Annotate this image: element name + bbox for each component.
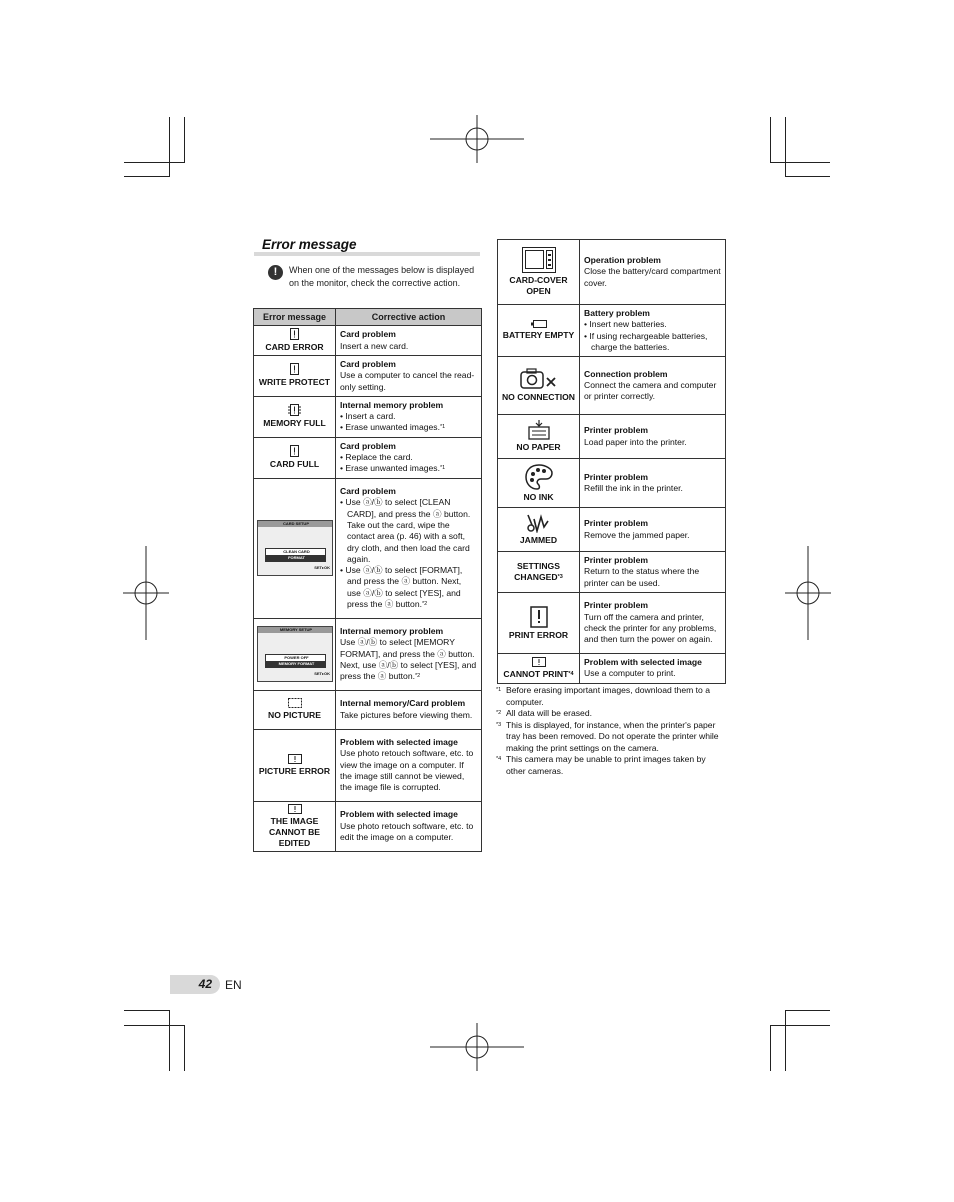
registration-mark [430,1023,524,1071]
corrective-action: Internal memory problem • Insert a card. • Erase unwanted images.$^{*1}$ [336,396,482,437]
crop-mark [770,1025,771,1071]
crop-mark [785,117,786,177]
memory-setup-screen: MEMORY SETUP POWER OFF MEMORY FORMAT SET▸OK [257,626,333,682]
table-row [498,357,726,415]
no-picture-icon [288,698,302,708]
error-label: MEMORY FULL [254,396,336,437]
corrective-action: Problem with selected image Use photo retouch software, etc. to view the image on a computer. If the image still cannot be viewed, the image file is corrupted. [336,729,482,801]
battery-empty-icon [531,320,547,328]
crop-mark [184,117,185,163]
footnote: *3 This is displayed, for instance, when the printer's paper tray has been removed. Do not operate the printer while making the print settings on the camera. [496,719,719,753]
corrective-action: Operation problem Close the battery/card compartment cover. [580,240,726,305]
error-label: NO PAPER [498,415,580,459]
crop-mark [169,1010,170,1071]
footnote: *1 Before erasing important images, download them to a computer. [496,685,710,707]
crop-mark [785,176,830,177]
corrective-action: Printer problem Load paper into the printer. [580,415,726,459]
card-setup-screen: CARD SETUP CLEAN CARD FORMAT SET▸OK [257,520,333,576]
caution-note-text: When one of the messages below is displayed on the monitor, check the corrective action. [289,265,475,288]
table-row [498,240,726,305]
caution-icon: ! [268,265,283,280]
crop-mark [770,1025,830,1026]
table-row [254,356,482,397]
error-screen-cell [254,478,336,618]
error-label: CARD ERROR [254,326,336,356]
crop-mark [169,117,170,177]
table-row [498,654,726,684]
error-label: PICTURE ERROR [254,729,336,801]
paper-jam-icon [527,513,551,533]
error-table-left [253,308,482,852]
print-error-icon [530,606,548,628]
table-row [254,729,482,801]
table-row [498,552,726,593]
page-number: 42 [170,975,220,994]
corrective-action: Problem with selected image Use a computer to print. [580,654,726,684]
corrective-action: Internal memory/Card problem Take pictures before viewing them. [336,690,482,729]
error-label: WRITE PROTECT [254,356,336,397]
footnotes [496,685,726,777]
table-row [254,396,482,437]
footnote: *4 This camera may be unable to print images taken by other cameras. [496,754,706,776]
error-label: PRINT ERROR [498,593,580,654]
corrective-action: Internal memory problem Use ⓐ/ⓑ to select [MEMORY FORMAT], and press the ⓐ button. Next, use ⓐ/ⓑ to select [YES], and press the ⓐ button.$^{*2}$ [336,618,482,690]
crop-mark [124,1010,170,1011]
section-title: Error message [254,236,480,256]
table-row [254,437,482,478]
registration-mark [430,115,524,163]
crop-mark [770,117,771,163]
table-header-row [254,309,482,326]
crop-mark [124,176,170,177]
corrective-action: Problem with selected image Use photo retouch software, etc. to edit the image on a computer. [336,801,482,851]
error-label: NO PICTURE [254,690,336,729]
error-label: CARD FULL [254,437,336,478]
corrective-action: Printer problem Remove the jammed paper. [580,508,726,552]
card-cover-open-icon [522,247,556,273]
error-table-right [497,239,726,684]
page-language: EN [225,978,242,992]
corrective-action: Card problem Use a computer to cancel the read-only setting. [336,356,482,397]
table-row [498,593,726,654]
card-warning-icon [290,363,299,375]
footnote: *2 All data will be erased. [496,708,592,718]
no-paper-icon [528,420,550,440]
table-row [254,478,482,618]
corrective-action: Card problem Insert a new card. [336,326,482,356]
error-screen-cell [254,618,336,690]
corrective-action: Printer problem Refill the ink in the printer. [580,459,726,508]
error-label: CARD-COVER OPEN [498,240,580,305]
registration-mark [785,546,831,640]
table-row [254,801,482,851]
header-error-message: Error message [254,309,336,326]
corrective-action: Card problem • Replace the card. • Erase unwanted images.$^{*1}$ [336,437,482,478]
picture-warning-icon [532,657,546,667]
internal-memory-warning-icon [288,404,301,416]
header-corrective-action: Corrective action [336,309,482,326]
no-connection-icon [520,368,558,390]
no-ink-icon [525,464,553,490]
table-row [498,305,726,357]
table-row [254,618,482,690]
corrective-action: Battery problem • Insert new batteries. • If using rechargeable batteries, charge the batteries. [580,305,726,357]
card-warning-icon [290,445,299,457]
crop-mark [770,162,830,163]
error-label: JAMMED [498,508,580,552]
corrective-action: Card problem • Use ⓐ/ⓑ to select [CLEAN CARD], and press the ⓐ button. Take out the card, wipe the contact area (p. 46) with a soft, dry cloth, and then load the card again. • Use ⓐ/ⓑ to select [FORMAT], and press the ⓐ button. Next, use ⓐ/ⓑ to select [YES], and press the ⓐ button.$^{*2}$ [336,478,482,618]
error-label: THE IMAGE CANNOT BE EDITED [254,801,336,851]
table-row [254,690,482,729]
error-label: NO CONNECTION [498,357,580,415]
error-label: NO INK [498,459,580,508]
error-label: BATTERY EMPTY [498,305,580,357]
picture-warning-icon [288,804,302,814]
caution-note [268,264,478,289]
table-row [498,415,726,459]
crop-mark [785,1010,830,1011]
crop-mark [184,1025,185,1071]
registration-mark [123,546,169,640]
picture-warning-icon [288,754,302,764]
corrective-action: Printer problem Turn off the camera and printer, check the printer for any problems, and then turn the power on again. [580,593,726,654]
error-label: SETTINGS CHANGED$^{*3}$ [498,552,580,593]
table-row [498,508,726,552]
crop-mark [785,1010,786,1071]
crop-mark [124,1025,184,1026]
crop-mark [124,162,184,163]
card-warning-icon [290,328,299,340]
corrective-action: Printer problem Return to the status where the printer can be used. [580,552,726,593]
table-row [254,326,482,356]
table-row [498,459,726,508]
corrective-action: Connection problem Connect the camera and computer or printer correctly. [580,357,726,415]
error-label: CANNOT PRINT$^{*4}$ [498,654,580,684]
